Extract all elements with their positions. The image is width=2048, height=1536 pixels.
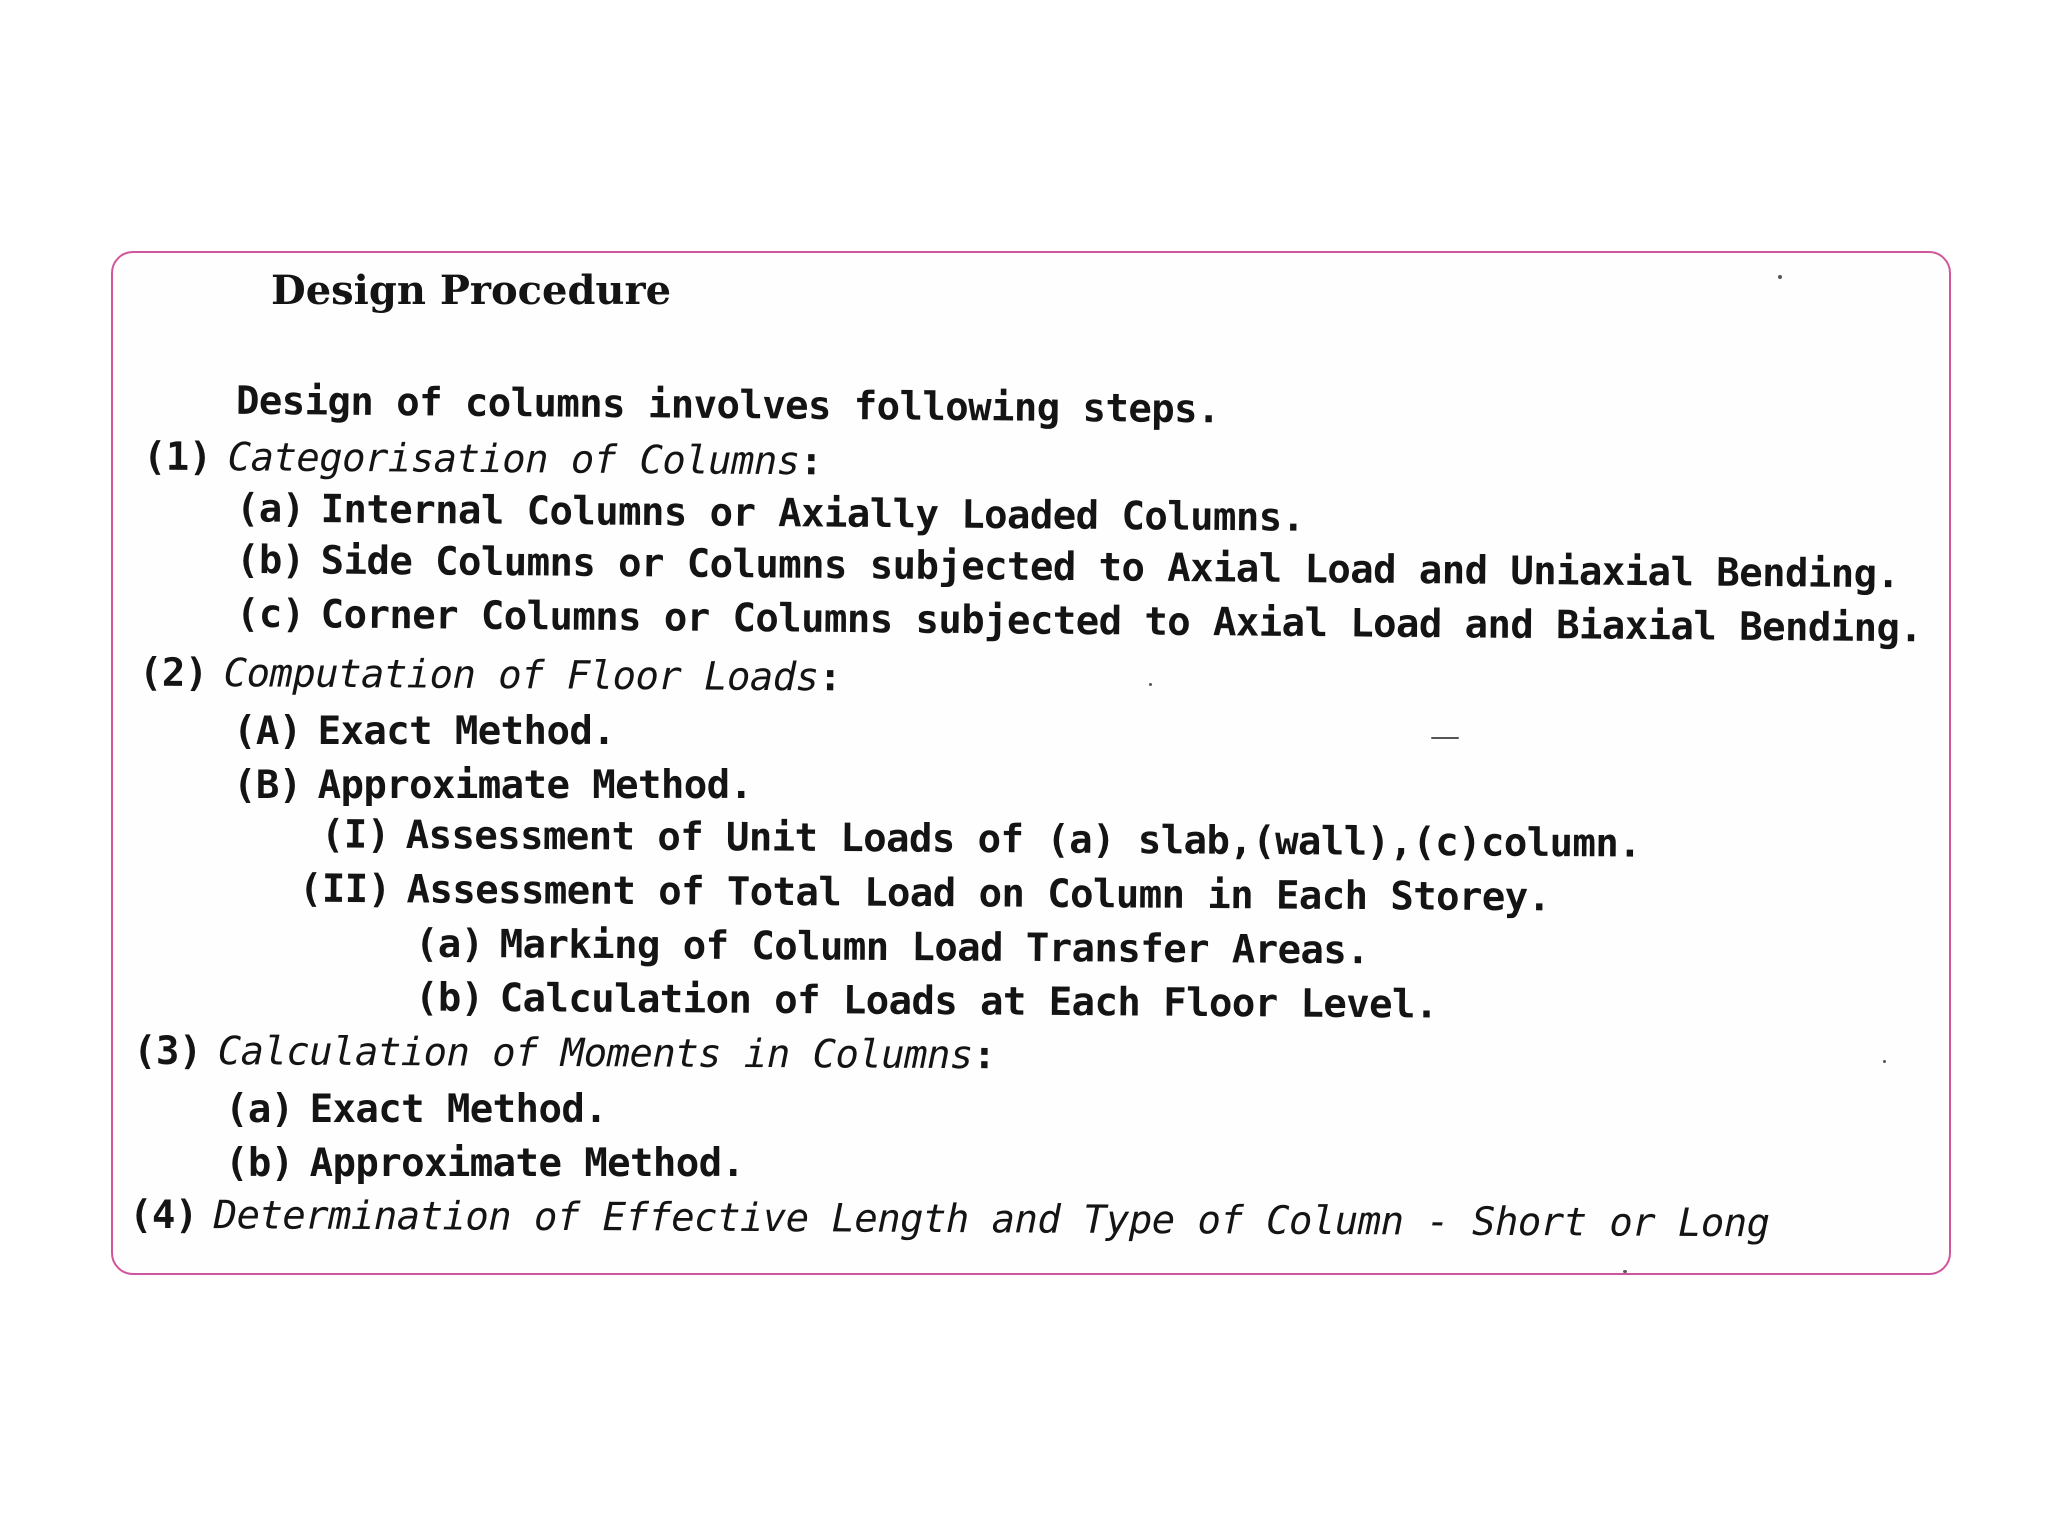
- intro-text: Design of columns involves following steps.: [235, 378, 1221, 433]
- step-2-colon: :: [818, 655, 842, 701]
- step-1-colon: :: [799, 439, 823, 485]
- document-frame: [111, 251, 1951, 1275]
- list-item: [299, 867, 1551, 921]
- item-text: Assessment of Total Load on Column in Each Storey.: [406, 867, 1551, 921]
- list-item: [415, 975, 1438, 1027]
- item-label: (b): [235, 537, 305, 584]
- item-text: Side Columns or Columns subjected to Axial Load and Uniaxial Bending.: [320, 538, 1900, 598]
- scan-speck: [1149, 683, 1152, 686]
- item-text: Exact Method.: [309, 1087, 608, 1132]
- list-item: [236, 538, 1900, 598]
- step-1-heading: [143, 435, 823, 485]
- item-label: (b): [414, 975, 484, 1021]
- scan-speck: [1431, 737, 1459, 739]
- item-text: Approximate Method.: [317, 763, 753, 808]
- step-1-title: Categorisation of Columns: [227, 435, 800, 485]
- item-text: Assessment of Unit Loads of (a) slab,(wall),(c)column.: [405, 812, 1642, 867]
- item-label: (c): [235, 591, 305, 638]
- step-3-title: Calculation of Moments in Columns: [217, 1029, 973, 1079]
- scan-speck: [1623, 1270, 1627, 1273]
- step-3-colon: :: [972, 1033, 996, 1079]
- item-label: (a): [235, 486, 305, 532]
- step-1-number: (1): [142, 434, 212, 481]
- scan-speck: [1883, 1060, 1886, 1063]
- item-text: Exact Method.: [317, 709, 616, 754]
- item-label: (I): [320, 812, 390, 858]
- item-text: Marking of Column Load Transfer Areas.: [499, 922, 1370, 974]
- step-4-title: Determination of Effective Length and Type of Column - Short or Long: [213, 1193, 1770, 1247]
- item-label: (B): [233, 763, 302, 808]
- step-2-heading: [139, 651, 842, 701]
- step-3-heading: [133, 1029, 996, 1079]
- item-label: (b): [225, 1141, 294, 1186]
- step-4-heading: [129, 1193, 1770, 1247]
- list-item: [225, 1141, 744, 1186]
- list-item: [321, 812, 1641, 866]
- step-3-number: (3): [132, 1028, 202, 1075]
- list-item: [225, 1087, 607, 1132]
- step-4-number: (4): [128, 1192, 198, 1239]
- scan-speck: [1778, 275, 1782, 279]
- item-text: Corner Columns or Columns subjected to Axial Load and Biaxial Bending.: [320, 592, 1923, 652]
- item-label: (a): [414, 921, 484, 968]
- item-text: Internal Columns or Axially Loaded Columns.: [320, 487, 1305, 541]
- item-label: (a): [225, 1087, 294, 1132]
- item-text: Calculation of Loads at Each Floor Level.: [499, 976, 1438, 1028]
- item-label: (A): [233, 709, 302, 754]
- step-2-title: Computation of Floor Loads: [223, 651, 819, 701]
- item-text: Approximate Method.: [309, 1141, 745, 1186]
- list-item: [415, 922, 1369, 974]
- step-2-number: (2): [138, 650, 208, 697]
- list-item: [236, 592, 1923, 652]
- list-item: [233, 763, 752, 808]
- list-item: [233, 709, 615, 754]
- document-title: Design Procedure: [271, 267, 672, 314]
- item-label: (II): [298, 866, 391, 913]
- list-item: [236, 486, 1305, 540]
